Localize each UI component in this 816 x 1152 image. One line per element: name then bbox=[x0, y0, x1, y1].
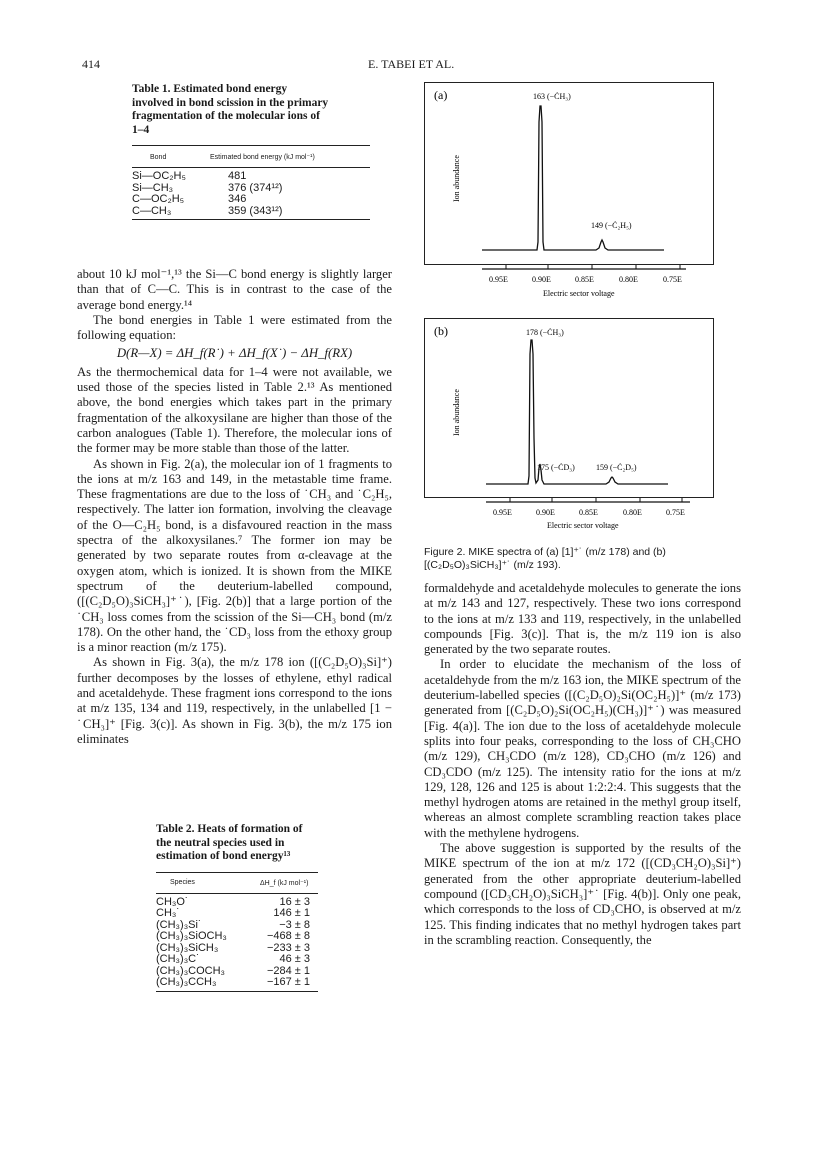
table-cell: (CH₃)₃Si˙ bbox=[156, 918, 202, 931]
paragraph: As shown in Fig. 2(a), the molecular ion of 1 fragments to the ions at m/z 163 and 149, in the metastable time frame. These fragmentations are due to the loss of ˙CH₃ and ˙C₂H₅, respectively. The latter ion formation, involving the cleavage of the O—C₂H₅ bond, is a disfavoured reaction in the mass spectra of the alkoxysilanes.⁷ The former ion may be generated by two separate routes from α-cleavage at the oxygen atom, which is ionized. It is shown from the MIKE spectrum of the deuterium-labelled compound, ([(C₂D₅O)₃SiCH₃]⁺˙), [Fig. 2(b)] that a large portion of the ˙CH₃ loss comes from the scission of the Si—CH₃ bond (m/z 178). On the other hand, the ˙CD₃ loss from the ethoxy group is a minor reaction (m/z 175). bbox=[77, 456, 392, 655]
figure-2a-tick-label: 0.80E bbox=[619, 275, 638, 284]
figure-2-caption: Figure 2. MIKE spectra of (a) [1]⁺˙ (m/z 178) and (b) [(C₂D₅O)₃SiCH₃]⁺˙ (m/z 193). bbox=[424, 546, 666, 571]
figure-2b-tick-label: 0.95E bbox=[493, 508, 512, 517]
table-cell: (CH₃)₃SiCH₃ bbox=[156, 941, 219, 954]
figure-2a-tick-label: 0.85E bbox=[575, 275, 594, 284]
figure-2a-peak-label: 149 (−Ċ₂H₅) bbox=[591, 221, 632, 230]
table-2-body bbox=[156, 872, 318, 992]
figure-2a-peak-label: 163 (−ĊH₃) bbox=[533, 92, 571, 101]
running-head: E. TABEI ET AL. bbox=[368, 57, 455, 71]
table-1-body bbox=[132, 145, 370, 220]
paragraph: about 10 kJ mol⁻¹,¹³ the Si—C bond energy is slightly larger than that of C—C. This is in contrast to the case of the average bond energy.¹⁴ bbox=[77, 267, 392, 312]
figure-2b-tick-label: 0.85E bbox=[579, 508, 598, 517]
table-cell: −167 ± 1 bbox=[260, 977, 318, 991]
table-2-col-dhf: ΔH_f (kJ mol⁻¹) bbox=[260, 872, 318, 893]
table-2-col-species: Species bbox=[156, 872, 260, 893]
table-cell: CH₃O˙ bbox=[156, 895, 189, 908]
table-row bbox=[156, 977, 318, 991]
table-cell: (CH₃)₃COCH₃ bbox=[156, 964, 226, 977]
table-2-caption: Table 2. Heats of formation of the neutral species used in estimation of bond energy¹³ bbox=[156, 823, 303, 862]
table-cell: (CH₃)₃CCH₃ bbox=[156, 977, 260, 991]
figure-2a-tick-label: 0.75E bbox=[663, 275, 682, 284]
table-row bbox=[156, 908, 318, 920]
paragraph: The bond energies in Table 1 were estimated from the following equation: bbox=[77, 312, 392, 343]
table-2 bbox=[156, 823, 318, 992]
table-cell: (CH₃)₃C˙ bbox=[156, 953, 200, 965]
figure-2a-frame bbox=[425, 83, 714, 265]
figure-2b-peak-label: 159 (−Ċ₂D₅) bbox=[596, 463, 637, 472]
equation: D(R—X) = ΔH_f(R˙) + ΔH_f(X˙) − ΔH_f(RX) bbox=[116, 346, 353, 361]
table-1-col-energy: Estimated bond energy (kJ mol⁻¹) bbox=[210, 146, 370, 168]
figure-2b-peak-label: 178 (−ĊH₃) bbox=[526, 328, 564, 337]
right-column-text bbox=[424, 581, 741, 948]
figure-2b-xlabel: Electric sector voltage bbox=[547, 521, 619, 530]
table-cell: 46 ± 3 bbox=[279, 953, 310, 965]
paragraph: In order to elucidate the mechanism of the loss of acetaldehyde from the m/z 163 ion, the MIKE spectrum of the deuterium-labelled species ([(C₂D₅O)₂Si(OC₂H₅)]⁺ (m/z 173) generated from [(C₂D₅O)₂Si(OC₂H₅)(CH₃)]⁺˙) was measured [Fig. 4(a)]. The ion due to the loss of acetaldehyde molecule splits into four peaks, corresponding to the loss of CH₃CHO (m/z 129), CH₃CDO (m/z 128), CD₃CHO (m/z 126) and CD₃CDO (m/z 125). The intensity ratio for the ions at m/z 129, 128, 126 and 125 is about 1:2:2:4. This suggests that the methyl hydrogen atoms are retained in the methyl group itself, whereas an almost complete scrambling reaction takes place with the methylene hydrogens. bbox=[424, 657, 741, 840]
table-cell: −468 ± 8 bbox=[266, 930, 310, 942]
table-cell: (CH₃)₃SiOCH₃ bbox=[156, 930, 227, 942]
table-1 bbox=[132, 83, 370, 220]
paragraph: The above suggestion is supported by the results of the MIKE spectrum of the ion at m/z 172 ([(CD₃CH₂O)₃Si]⁺) generated from the other appropriate deuterium-labelled compound ([CD₃CH₂O)₃SiCH₃]⁺˙ [Fig. 4(b)]. Only one peak, which corresponds to the loss of CD₃CHO, is observed at m/z 125. This finding indicates that no methyl hydrogen takes part in the scrambling reaction. Consequently, the bbox=[424, 841, 741, 947]
table-row bbox=[132, 168, 370, 183]
table-cell: −233 ± 3 bbox=[266, 941, 310, 954]
figure-2a-tick-label: 0.95E bbox=[489, 275, 508, 284]
page-number: 414 bbox=[82, 57, 100, 71]
table-cell: −284 ± 1 bbox=[266, 964, 310, 977]
table-cell: C—CH₃ bbox=[132, 206, 210, 220]
figure-2b-ylabel: Ion abundance bbox=[452, 389, 461, 436]
figure-2a-spectrum bbox=[424, 82, 714, 304]
table-cell: 359 (343¹²) bbox=[210, 206, 370, 220]
table-cell: 346 bbox=[228, 193, 247, 205]
table-row bbox=[156, 931, 318, 943]
table-cell: 376 (374¹²) bbox=[228, 181, 283, 194]
table-cell: CH₃˙ bbox=[156, 907, 181, 919]
table-cell: Si—OC₂H₅ bbox=[132, 170, 186, 182]
figure-2b-tick-label: 0.90E bbox=[536, 508, 555, 517]
table-cell: C—OC₂H₅ bbox=[132, 193, 185, 205]
table-1-col-bond: Bond bbox=[132, 146, 210, 168]
table-row bbox=[132, 206, 370, 220]
figure-2b-peak-label: 175 (−ĊD₃) bbox=[537, 463, 575, 472]
table-cell: 16 ± 3 bbox=[279, 895, 310, 908]
figure-2b-tick-label: 0.75E bbox=[666, 508, 685, 517]
figure-2b-label: (b) bbox=[434, 324, 448, 338]
table-cell: −3 ± 8 bbox=[279, 918, 310, 931]
figure-2b-tick-label: 0.80E bbox=[623, 508, 642, 517]
table-cell: Si—CH₃ bbox=[132, 181, 174, 194]
figure-2a-label: (a) bbox=[434, 88, 448, 102]
paragraph: As shown in Fig. 3(a), the m/z 178 ion ([(C₂D₅O)₃Si]⁺) further decomposes by the losses of ethylene, ethyl radical and acetaldehyde. These fragment ions correspond to the ions at m/z 135, 134 and 119, respectively, in the unlabelled [1 − ˙CH₃]⁺ [Fig. 3(c)]. As shown in Fig. 3(b), the m/z 175 ion eliminates bbox=[77, 655, 392, 746]
table-cell: 481 bbox=[228, 170, 247, 182]
figure-2a-tick-label: 0.90E bbox=[532, 275, 551, 284]
paragraph: formaldehyde and acetaldehyde molecules to generate the ions at m/z 143 and 127, respectively. These two ions correspond to the ions at m/z 133 and 119, respectively, in the unlabelled compounds [Fig. 3(c)]. That is, the m/z 119 ion is also generated by the two separate routes. bbox=[424, 581, 741, 657]
table-1-caption: Table 1. Estimated bond energy involved in bond scission in the primary fragmentation of the molecular ions of 1–4 bbox=[132, 83, 329, 136]
figure-2b-spectrum bbox=[424, 318, 714, 540]
table-row bbox=[156, 893, 318, 908]
table-cell: 146 ± 1 bbox=[273, 907, 310, 919]
left-column-text bbox=[77, 267, 392, 747]
figure-2a-ylabel: Ion abundance bbox=[452, 155, 461, 202]
figure-2a-trace bbox=[482, 106, 664, 250]
table-row bbox=[156, 954, 318, 966]
table-row bbox=[132, 194, 370, 206]
figure-2b-trace bbox=[486, 340, 668, 484]
paragraph: As the thermochemical data for 1–4 were not available, we used those of the species listed in Table 2.¹³ As mentioned above, the bond energies which takes part in the primary fragmentation of the alkoxysilane are higher than those of the carbon analogues (Table 1). Therefore, the molecular ions of the former may be more stable than those of the latter. bbox=[77, 364, 392, 456]
figure-2a-xlabel: Electric sector voltage bbox=[543, 289, 615, 298]
